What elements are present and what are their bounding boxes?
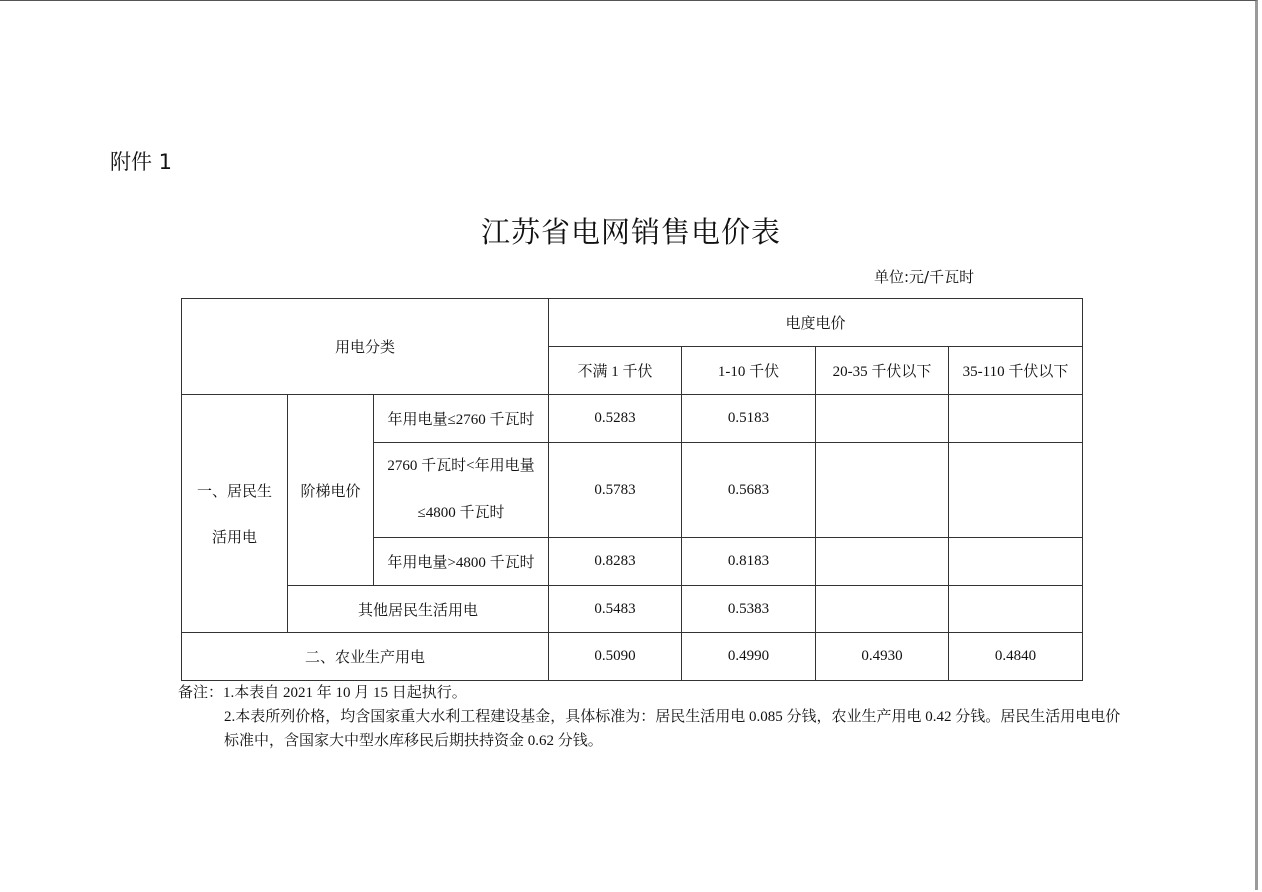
tiered-price-label: 阶梯电价 [288,395,374,586]
table-row [182,633,1083,681]
agriculture-label: 二、农业生产用电 [182,633,549,681]
tier-3-price-1: 0.8283 [549,538,682,586]
other-residential-price-2: 0.5383 [682,586,816,633]
agriculture-price-4: 0.4840 [949,633,1083,681]
header-voltage-1: 不满 1 千伏 [549,347,682,395]
tier-3-label: 年用电量>4800 千瓦时 [374,538,549,586]
tier-2-price-1: 0.5783 [549,443,682,538]
tier-2-price-3 [816,443,949,538]
other-residential-price-3 [816,586,949,633]
header-voltage-2: 1-10 千伏 [682,347,816,395]
header-price-group: 电度电价 [549,299,1083,347]
agriculture-price-3: 0.4930 [816,633,949,681]
header-voltage-4: 35-110 千伏以下 [949,347,1083,395]
tier-1-price-4 [949,395,1083,443]
note-line-2: 2.本表所列价格，均含国家重大水利工程建设基金，具体标准为：居民生活用电 0.085 分钱，农业生产用电 0.42 分钱。居民生活用电电价 [224,709,1121,725]
tier-1-price-1: 0.5283 [549,395,682,443]
tier-2-label-line1: 2760 千瓦时<年用电量 [387,458,535,474]
header-voltage-3: 20-35 千伏以下 [816,347,949,395]
tier-3-price-2: 0.8183 [682,538,816,586]
table-row [182,395,1083,443]
notes [178,681,1178,753]
agriculture-price-1: 0.5090 [549,633,682,681]
residential-label [182,395,288,633]
note-line-1: 备注：1.本表自 2021 年 10 月 15 日起执行。 [178,685,467,701]
note-line-3: 标准中，含国家大中型水库移民后期扶持资金 0.62 分钱。 [224,733,603,749]
price-table [181,298,1083,681]
tier-2-price-2: 0.5683 [682,443,816,538]
header-row-1 [182,299,1083,347]
unit-label: 单位:元/千瓦时 [874,268,975,286]
tier-3-price-3 [816,538,949,586]
header-category: 用电分类 [182,299,549,395]
tier-3-price-4 [949,538,1083,586]
agriculture-price-2: 0.4990 [682,633,816,681]
residential-label-line1: 一、居民生 [196,481,272,500]
tier-2-label [374,443,549,538]
tier-1-price-3 [816,395,949,443]
other-residential-price-4 [949,586,1083,633]
tier-2-price-4 [949,443,1083,538]
tier-2-label-line2: ≤4800 千瓦时 [417,505,505,521]
tier-1-label: 年用电量≤2760 千瓦时 [374,395,549,443]
residential-label-line2: 活用电 [211,527,257,546]
other-residential-label: 其他居民生活用电 [288,586,549,633]
document-title: 江苏省电网销售电价表 [480,215,781,249]
other-residential-price-1: 0.5483 [549,586,682,633]
attachment-label: 附件 1 [110,150,173,174]
table-row [182,586,1083,633]
tier-1-price-2: 0.5183 [682,395,816,443]
